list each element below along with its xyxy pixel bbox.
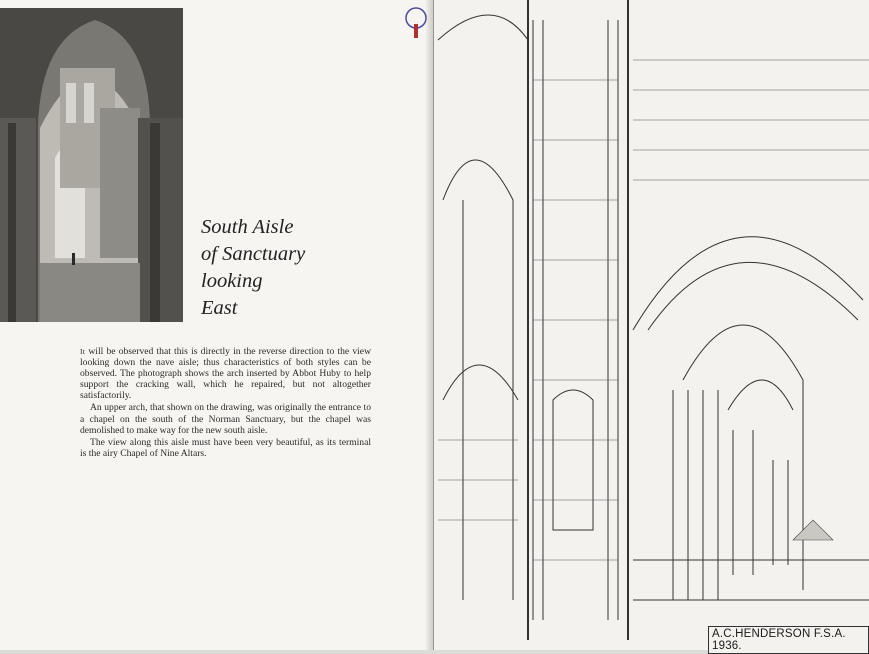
right-page-drawing [433,0,869,650]
artist-signature: A.C.HENDERSON F.S.A. 1936. [708,626,869,654]
paragraph-3: The view along this aisle must have been very beautiful, as its terminal is the airy Chapel of Nine Altars. [80,436,371,459]
left-page [0,0,430,650]
paragraph-1-lead: It [80,347,86,356]
photograph-south-aisle [0,8,183,322]
paragraph-1 [80,346,371,401]
aisle-drawing [433,0,869,650]
library-stamp-icon [403,4,429,44]
body-text [80,346,371,460]
paragraph-1-text: will be observed that this is directly in the reverse direction to the view looking down the nave aisle; thus characteristics of both styles can be observed. The photograph shows the arch inserted by Abbot Huby to help support the cracking wall, which he repaired, but not altogether satisfactorily. [80,346,371,402]
caption-title: South Aisle of Sanctuary looking East [201,216,306,319]
paragraph-2: An upper arch, that shown on the drawing, was originally the entrance to a chapel on the south of the Norman Sanctuary, but the chapel was demolished to make way for the new south aisle. [80,402,371,436]
